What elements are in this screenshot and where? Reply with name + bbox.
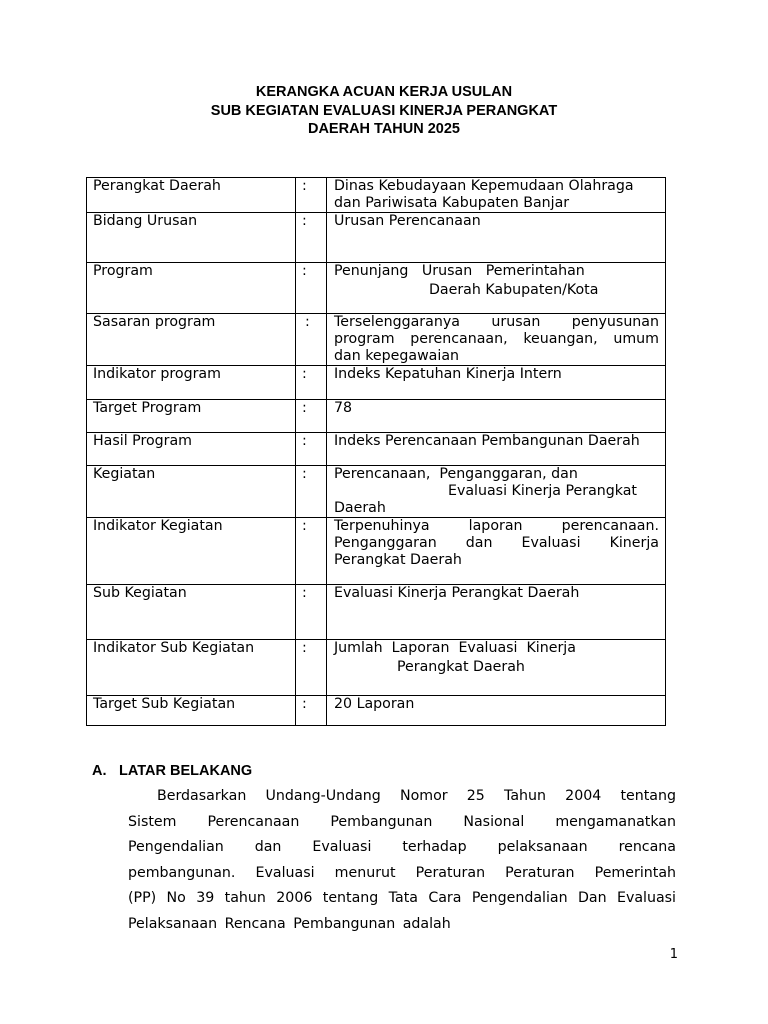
value-line: 20 Laporan [334,696,415,712]
value-line: Dinas Kebudayaan Kepemudaan Olahraga [334,178,634,194]
row-colon: : [296,400,327,433]
row-label: Bidang Urusan [87,213,296,263]
row-value [327,213,666,263]
table-row [87,518,666,585]
row-value [327,400,666,433]
table-row [87,640,666,696]
row-label: Sasaran program [87,314,296,366]
row-label: Program [87,263,296,314]
section-title: LATAR BELAKANG [119,763,253,779]
value-line: program perencanaan, keuangan, umum [334,331,659,347]
value-line: Penunjang Urusan Pemerintahan [334,263,585,279]
table-row [87,314,666,366]
row-value [327,466,666,518]
row-value [327,433,666,466]
row-label: Indikator Sub Kegiatan [87,640,296,696]
row-colon: : [296,696,327,726]
document-title [0,83,768,139]
row-label: Target Sub Kegiatan [87,696,296,726]
table-row [87,696,666,726]
table-row [87,263,666,314]
row-colon: : [296,213,327,263]
row-value [327,263,666,314]
page-number: 1 [669,947,678,962]
value-line: Perangkat Daerah [334,552,462,568]
value-line: dan Pariwisata Kabupaten Banjar [334,195,570,211]
row-value [327,366,666,400]
value-line: Daerah Kabupaten/Kota [429,282,599,298]
row-value [327,178,666,213]
paragraph-line: Pengendalian dan Evaluasi terhadap pelaksanaan rencana [128,839,676,856]
value-line: Perencanaan, Penganggaran, dan [334,466,578,482]
row-value [327,585,666,640]
row-label: Perangkat Daerah [87,178,296,213]
row-value [327,518,666,585]
paragraph-line: Sistem Perencanaan Pembangunan Nasional mengamanatkan [128,813,676,830]
paragraph-line: (PP) No 39 tahun 2006 tentang Tata Cara Pengendalian Dan Evaluasi [128,890,676,907]
paragraph-line: Berdasarkan Undang-Undang Nomor 25 Tahun 2004 tentang [157,788,676,804]
row-label: Hasil Program [87,433,296,466]
row-label: Target Program [87,400,296,433]
row-label: Indikator program [87,366,296,400]
row-value [327,640,666,696]
table-row [87,366,666,400]
value-line: Indeks Kepatuhan Kinerja Intern [334,366,562,382]
value-line: dan kepegawaian [334,348,459,364]
value-line: Daerah [334,500,386,516]
title-line-2: SUB KEGIATAN EVALUASI KINERJA PERANGKAT [210,102,558,119]
row-colon: : [296,585,327,640]
row-label: Kegiatan [87,466,296,518]
section-heading [92,763,252,779]
value-line: Evaluasi Kinerja Perangkat [448,483,637,499]
table-row [87,400,666,433]
title-line-1: KERANGKA ACUAN KERJA USULAN [255,84,513,100]
row-label: Indikator Kegiatan [87,518,296,585]
section-number: A. [92,763,107,779]
table-row [87,178,666,213]
paragraph-line: Pelaksanaan Rencana Pembangunan adalah [128,915,451,932]
value-line: Evaluasi Kinerja Perangkat Daerah [334,585,580,601]
row-value [327,696,666,726]
paragraph-line: pembangunan. Evaluasi menurut Peraturan Peraturan Pemerintah [128,864,676,881]
value-line: Urusan Perencanaan [334,213,481,229]
row-colon: : [296,518,327,585]
value-line: Jumlah Laporan Evaluasi Kinerja [334,640,576,656]
row-colon: : [296,640,327,696]
row-label: Sub Kegiatan [87,585,296,640]
title-line-3: DAERAH TAHUN 2025 [307,121,460,137]
value-line: Penganggaran dan Evaluasi Kinerja [334,535,659,551]
table-row [87,213,666,263]
row-colon: : [296,178,327,213]
row-value [327,314,666,366]
value-line: Terpenuhinya laporan perencanaan. [334,518,659,534]
background-paragraph [128,784,676,938]
value-line: 78 [334,400,353,416]
row-colon: : [296,263,327,314]
value-line: Indeks Perencanaan Pembangunan Daerah [334,433,640,449]
row-colon: : [296,366,327,400]
value-line: Terselenggaranya urusan penyusunan [334,314,659,330]
value-line: Perangkat Daerah [397,659,525,675]
row-colon: : [296,314,327,366]
table-row [87,433,666,466]
info-table [86,177,666,726]
table-row [87,466,666,518]
row-colon: : [296,433,327,466]
table-row [87,585,666,640]
row-colon: : [296,466,327,518]
